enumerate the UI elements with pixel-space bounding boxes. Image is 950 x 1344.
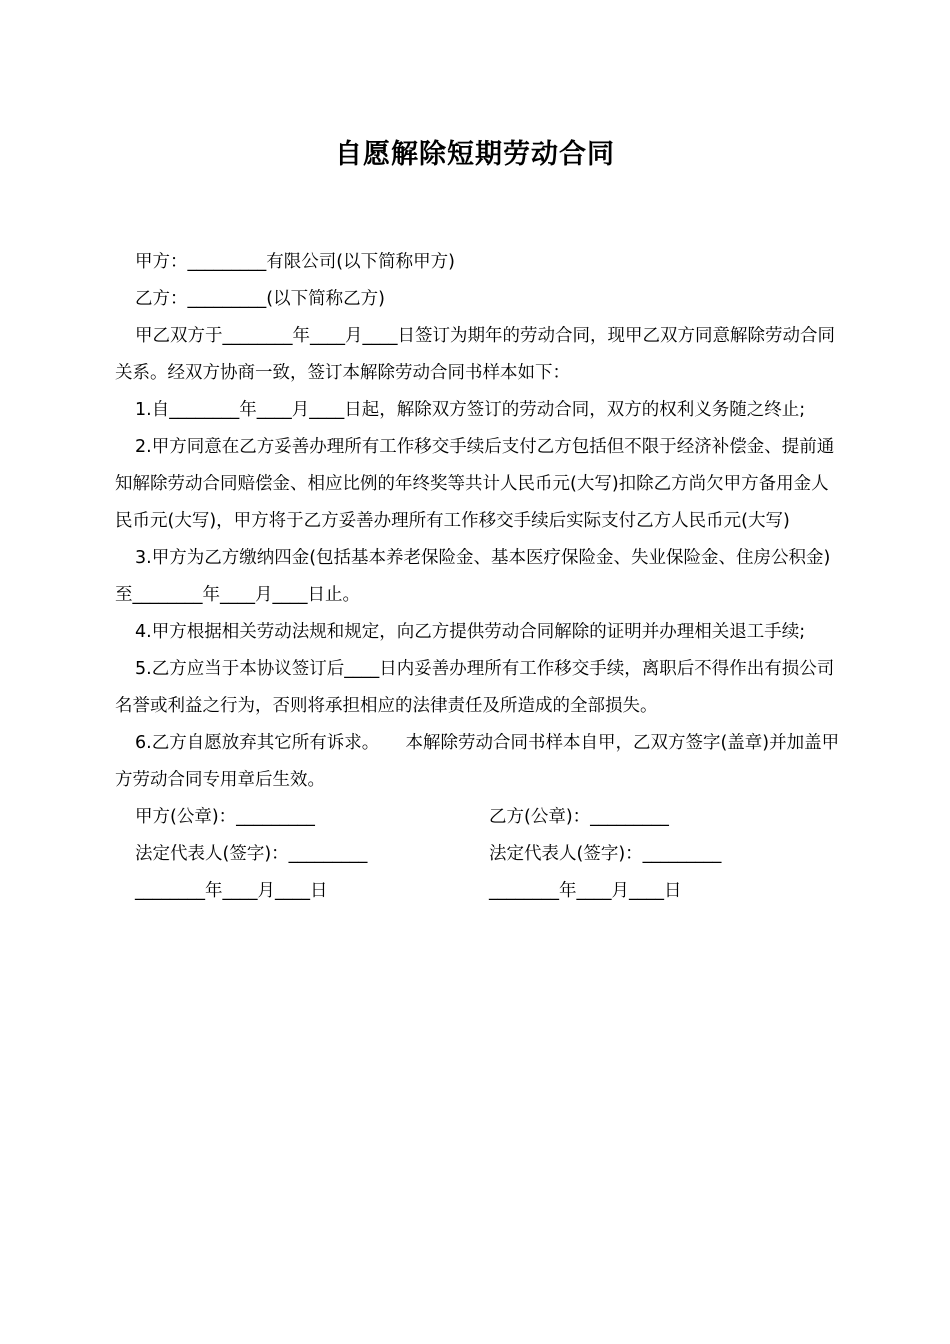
document-body	[115, 244, 840, 910]
party-a-date: ________年____月____日	[135, 881, 328, 901]
signature-representative-row	[115, 836, 840, 873]
party-a-line: 甲方：_________有限公司(以下简称甲方)	[135, 252, 455, 272]
signature-seal-row	[115, 799, 840, 836]
clause-4: 4.甲方根据相关劳动法规和规定，向乙方提供劳动合同解除的证明并办理相关退工手续;	[135, 622, 806, 642]
signature-date-row	[115, 873, 840, 910]
document-title: 自愿解除短期劳动合同	[335, 139, 615, 170]
intro-paragraph: 甲乙双方于________年____月____日签订为期年的劳动合同，现甲乙双方同意解除劳动合同关系。经双方协商一致，签订本解除劳动合同书样本如下：	[115, 326, 835, 383]
clause-2: 2.甲方同意在乙方妥善办理所有工作移交手续后支付乙方包括但不限于经济补偿金、提前通知解除劳动合同赔偿金、相应比例的年终奖等共计人民币元(大写)扣除乙方尚欠甲方备用金人民币元(大写)，甲方将于乙方妥善办理所有工作移交手续后实际支付乙方人民币元(大写)	[115, 437, 835, 531]
clause-5: 5.乙方应当于本协议签订后____日内妥善办理所有工作移交手续，离职后不得作出有损公司名誉或利益之行为，否则将承担相应的法律责任及所造成的全部损失。	[115, 659, 835, 716]
party-b-date: ________年____月____日	[489, 881, 682, 901]
party-b-seal: 乙方(公章)：_________	[489, 807, 669, 827]
clause-3: 3.甲方为乙方缴纳四金(包括基本养老保险金、基本医疗保险金、失业保险金、住房公积金)至________年____月____日止。	[115, 548, 831, 605]
party-b-line: 乙方：_________(以下简称乙方)	[135, 289, 385, 309]
party-a-seal: 甲方(公章)：_________	[135, 807, 315, 827]
party-b-representative: 法定代表人(签字)：_________	[489, 844, 722, 864]
clause-6: 6.乙方自愿放弃其它所有诉求。 本解除劳动合同书样本自甲，乙双方签字(盖章)并加盖甲方劳动合同专用章后生效。	[115, 733, 840, 790]
clause-1: 1.自________年____月____日起，解除双方签订的劳动合同，双方的权利义务随之终止;	[135, 400, 806, 420]
party-a-representative: 法定代表人(签字)：_________	[135, 844, 368, 864]
